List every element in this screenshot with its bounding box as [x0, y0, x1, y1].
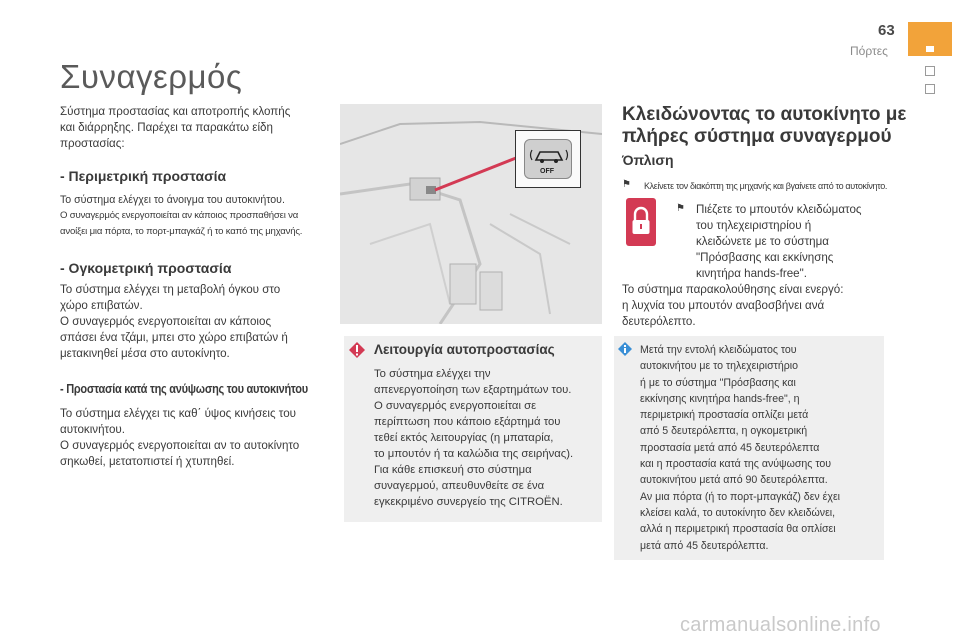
- info-text: Μετά την εντολή κλειδώματος του αυτοκινήτου με το τηλεχειριστήριο ή με το σύστημα "Πρόσβασης και εκκίνησης κινητήρα hands-free", η περιμετρική προστασία οπλίζει μετά από 5 δευτερόλεπτα, η ογκομετρική προστασία μετά από 45 δευτερόλεπτα και η προστασία κατά της ανύψωσης του αυτοκινήτου μετά από 90 δευτερόλεπτα. Αν μια πόρτα (ή το πορτ-μπαγκάζ) δεν έχει κλείσει καλά, το αυτοκίνητο δεν κλειδώνει, αλλά η περιμετρική προστασία θα οπλίσει μετά από 45 δευτερόλεπτα.: [640, 344, 841, 552]
- off-label: OFF: [540, 168, 554, 175]
- lift-text: Το σύστημα ελέγχει τις καθ΄ ύψος κινήσεις του αυτοκινήτου. Ο συναγερμός ενεργοποιείται αν το αυτοκίνητο σηκωθεί, μετατοπιστεί ή χτυπηθεί.: [60, 407, 300, 468]
- step-marker-icon: ⚑: [622, 179, 631, 190]
- step-marker-icon: ⚑: [676, 203, 685, 214]
- perimeter-heading: - Περιμετρική προστασία: [60, 168, 227, 184]
- arming-subheading: Όπλιση: [622, 152, 674, 168]
- system-active-text: Το σύστημα παρακολούθησης είναι ενεργό: η λυχνία του μπουτόν αναβοσβήνει ανά δευτερόλεπτο.: [622, 283, 844, 328]
- alarm-off-button: [524, 139, 572, 179]
- lift-heading: - Προστασία κατά της ανύψωσης του αυτοκινήτου: [60, 382, 308, 396]
- warning-text-1: Το σύστημα ελέγχει την απενεργοποίηση των εξαρτημάτων του. Ο συναγερμός ενεργοποιείται σε περίπτωση που κάποιο εξάρτημά του τεθεί εκτός λειτουργίας (η μπαταρία, το μπουτόν ή τα καλώδια της σειρήνας).: [374, 368, 574, 460]
- chapter-tab-empty: [925, 66, 935, 76]
- perimeter-text-2: Ο συναγερμός ενεργοποιείται αν κάποιος προσπαθήσει να ανοίξει μια πόρτα, το πορτ-μπαγκάζ ή το καπό της μηχανής.: [60, 210, 303, 237]
- arming-step-1: Κλείνετε τον διακόπτη της μηχανής και βγαίνετε από το αυτοκίνητο.: [644, 181, 888, 191]
- volumetric-heading: - Ογκομετρική προστασία: [60, 260, 232, 276]
- locking-heading: Κλειδώνοντας το αυτοκίνητο με πλήρες σύστημα συναγερμού: [622, 104, 907, 147]
- main-title: Συναγερμός: [60, 58, 243, 95]
- perimeter-text-1: Το σύστημα ελέγχει το άνοιγμα του αυτοκινήτου.: [60, 194, 285, 206]
- page-section-title: Πόρτες: [850, 44, 888, 58]
- padlock-icon: [626, 198, 656, 246]
- alarm-button-callout: [515, 130, 581, 188]
- warning-title: Λειτουργία αυτοπροστασίας: [374, 342, 555, 357]
- volumetric-text: Το σύστημα ελέγχει τη μεταβολή όγκου στο χώρο επιβατών. Ο συναγερμός ενεργοποιείται αν κάποιος σπάσει ένα τζάμι, μπει στο χώρο επιβατών ή μετακινηθεί μέσα στο αυτοκίνητο.: [60, 283, 288, 360]
- warning-icon: [348, 341, 366, 359]
- lock-button-icon: [626, 198, 656, 246]
- warning-text-2: Για κάθε επισκευή στο σύστημα συναγερμού, απευθυνθείτε σε ένα εγκεκριμένο συνεργείο της CITROËN.: [374, 464, 563, 508]
- intro-text: Σύστημα προστασίας και αποτροπής κλοπής και διάρρηξης. Παρέχει τα παρακάτω είδη προστασίας:: [60, 105, 291, 150]
- arming-step-2: Πιέζετε το μπουτόν κλειδώματος του τηλεχειριστηρίου ή κλειδώνετε με το σύστημα "Πρόσβασης και εκκίνησης κινητήρα hands-free".: [696, 203, 862, 280]
- watermark: carmanualsonline.info: [680, 614, 881, 636]
- page-number: 63: [878, 22, 895, 39]
- chapter-tab-empty: [925, 84, 935, 94]
- info-icon: [617, 341, 633, 357]
- car-alarm-icon: [526, 142, 572, 168]
- chapter-tab-active: [908, 22, 952, 56]
